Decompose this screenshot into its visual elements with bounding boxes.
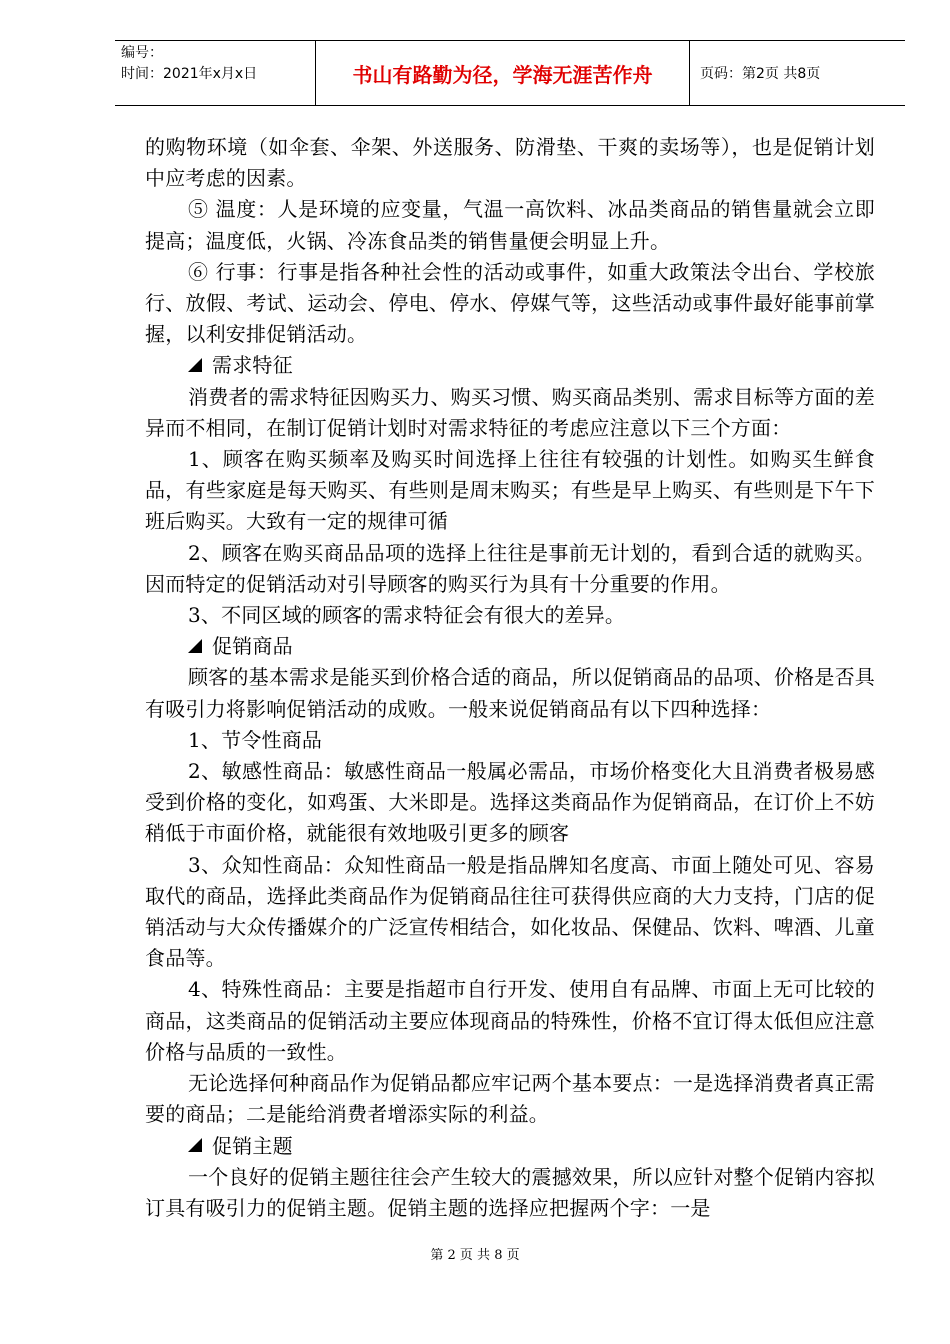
section-heading-text: 促销主题 xyxy=(212,1133,293,1158)
triangle-bullet-icon xyxy=(188,1138,202,1152)
paragraph: 顾客的基本需求是能买到价格合适的商品，所以促销商品的品项、价格是否具有吸引力将影响促销活动的成败。一般来说促销商品有以下四种选择： xyxy=(145,665,875,721)
paragraph: 3、不同区域的顾客的需求特征会有很大的差异。 xyxy=(188,603,626,628)
paragraph: ⑤ 温度：人是环境的应变量，气温一高饮料、冰品类商品的销售量就会立即提高；温度低，火锅、冷冻食品类的销售量便会明显上升。 xyxy=(145,197,875,253)
paragraph: 4、特殊性商品：主要是指超市自行开发、使用自有品牌、市面上无可比较的商品，这类商品的促销活动主要应体现商品的特殊性，价格不宜订得太低但应注意价格与品质的一致性。 xyxy=(145,977,875,1064)
paragraph: 一个良好的促销主题往往会产生较大的震撼效果，所以应针对整个促销内容拟订具有吸引力的促销主题。促销主题的选择应把握两个字：一是 xyxy=(145,1164,875,1220)
triangle-bullet-icon xyxy=(188,358,202,372)
header-page-label: 页码：第2页 共8页 xyxy=(700,66,821,82)
page-footer: 第 2 页 共 8 页 xyxy=(430,1248,520,1263)
header-motto: 书山有路勤为径，学海无涯苦作舟 xyxy=(316,41,690,105)
paragraph: 1、顾客在购买频率及购买时间选择上往往有较强的计划性。如购买生鲜食品，有些家庭是每天购买、有些则是周末购买；有些是早上购买、有些则是下午下班后购买。大致有一定的规律可循 xyxy=(145,447,875,534)
section-heading-text: 促销商品 xyxy=(212,634,293,659)
doc-time-label: 时间：2021年x月x日 xyxy=(121,66,258,82)
paragraph: 无论选择何种商品作为促销品都应牢记两个基本要点：一是选择消费者真正需要的商品；二是能给消费者增添实际的利益。 xyxy=(145,1071,875,1127)
paragraph: 消费者的需求特征因购买力、购买习惯、购买商品类别、需求目标等方面的差异而不相同，在制订促销计划时对需求特征的考虑应注意以下三个方面： xyxy=(145,384,875,440)
document-body xyxy=(145,132,875,1224)
section-heading xyxy=(145,350,875,381)
paragraph: ⑥ 行事：行事是指各种社会性的活动或事件，如重大政策法令出台、学校旅行、放假、考试、运动会、停电、停水、停媒气等，这些活动或事件最好能事前掌握，以利安排促销活动。 xyxy=(145,259,875,347)
header-meta xyxy=(115,41,316,105)
section-heading xyxy=(145,1131,875,1162)
paragraph: 3、众知性商品：众知性商品一般是指品牌知名度高、市面上随处可见、容易取代的商品，选择此类商品作为促销商品往往可获得供应商的大力支持，门店的促销活动与大众传播媒介的广泛宣传相结合，如化妆品、保健品、饮料、啤酒、儿童食品等。 xyxy=(145,852,875,971)
triangle-bullet-icon xyxy=(188,639,202,653)
section-heading xyxy=(145,631,875,662)
doc-number-label: 编号： xyxy=(121,45,163,61)
paragraph: 1、节令性商品 xyxy=(188,727,323,752)
paragraph: 2、敏感性商品：敏感性商品一般属必需品，市场价格变化大且消费者极易感受到价格的变化，如鸡蛋、大米即是。选择这类商品作为促销商品，在订价上不妨稍低于市面价格，就能很有效地吸引更多的顾客 xyxy=(145,759,875,846)
section-heading-text: 需求特征 xyxy=(212,353,293,378)
page-header xyxy=(115,40,905,106)
paragraph: 的购物环境（如伞套、伞架、外送服务、防滑垫、干爽的卖场等），也是促销计划中应考虑的因素。 xyxy=(145,135,875,191)
paragraph: 2、顾客在购买商品品项的选择上往往是事前无计划的，看到合适的就购买。因而特定的促销活动对引导顾客的购买行为具有十分重要的作用。 xyxy=(145,540,875,596)
